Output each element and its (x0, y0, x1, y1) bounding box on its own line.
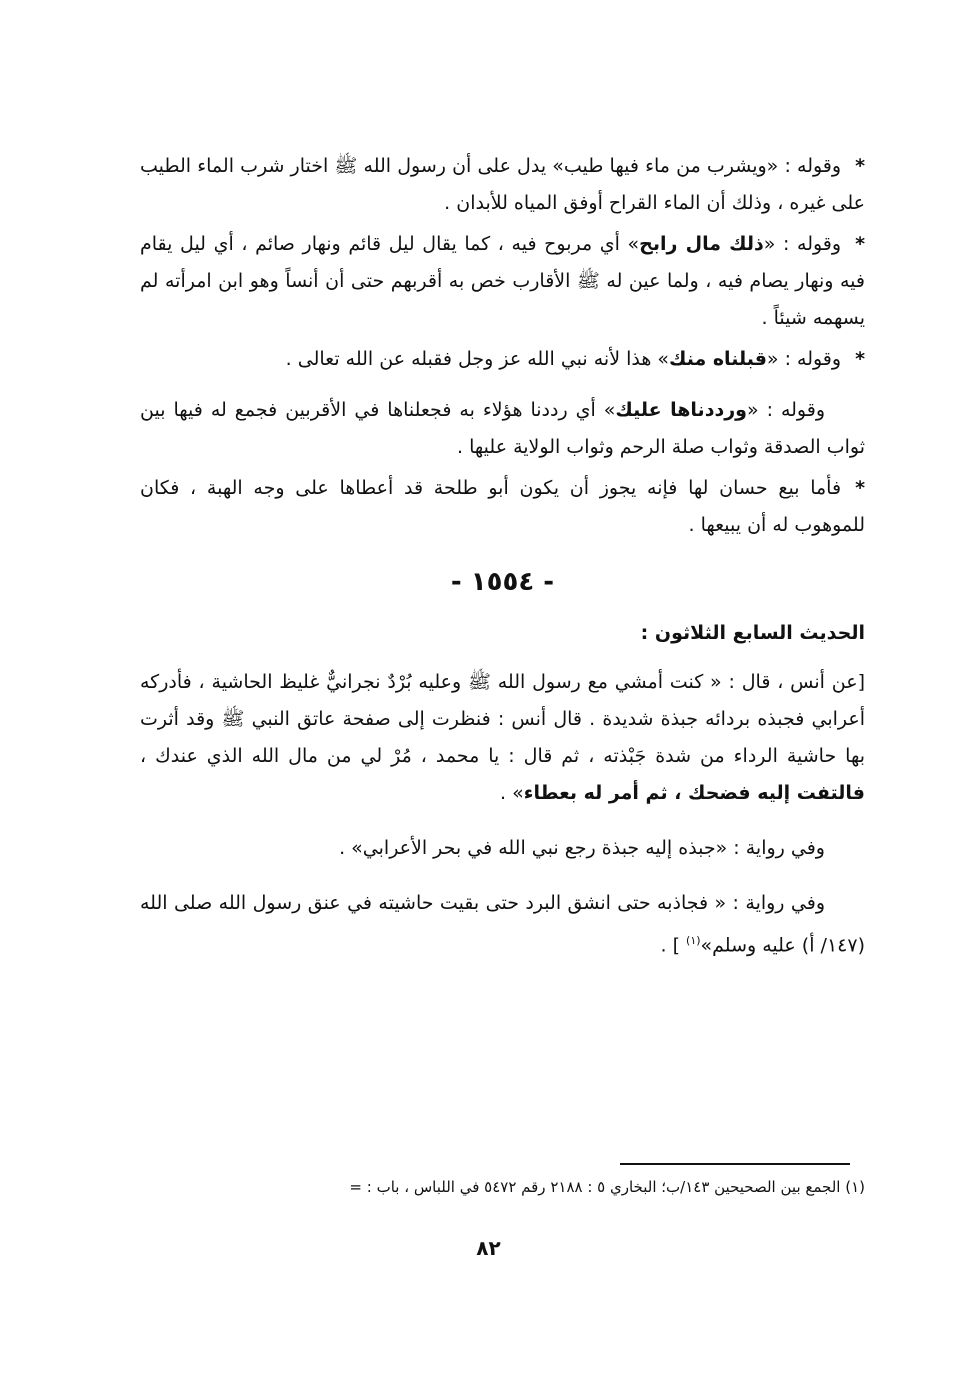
section-title: الحديث السابع الثلاثون : (640, 622, 865, 644)
paragraph-text: فأما بيع حسان لها فإنه يجوز أن يكون أبو طلحة قد أعطاها على وجه الهبة ، فكان للموهوب له أن يبيعها . (140, 477, 865, 536)
hadith-number: - ١٥٥٤ - (450, 567, 555, 597)
commentary-paragraph (140, 148, 865, 222)
paragraph-text: وفي رواية : «جبذه إليه جبذة رجع نبي الله في بحر الأعرابي» . (339, 837, 825, 859)
paragraph-text: وقوله : «ويشرب من ماء فيها طيب» يدل على أن رسول الله ﷺ اختار شرب الماء الطيب على غيره ، وذلك أن الماء القراح أوفق المياه للأبدان . (140, 155, 865, 214)
footnote: (١) الجمع بين الصحيحين ١٤٣/ب؛ البخاري ٥ : ٢١٨٨ رقم ٥٤٧٢ في اللباس ، باب : = (349, 1178, 865, 1196)
commentary-paragraph (140, 392, 865, 466)
narration-paragraph (140, 885, 865, 964)
quoted-phrase: ذلك مال رابح (639, 233, 764, 255)
paragraph-text: وقوله : « (746, 399, 826, 421)
asterisk-marker: * (855, 477, 865, 499)
paragraph-text: » أي مربوح فيه ، كما يقال ليل قائم ونهار صائم ، أي ليل يقام فيه ونهار يصام فيه ، ولما عين له ﷺ الأقارب خص به أقربهم حتى أن أنساً وهو ابن امرأته لم يسهمه شيئاً . (140, 233, 865, 329)
emphasized-phrase: فالتفت إليه فضحك ، ثم أمر له بعطاء (523, 782, 865, 804)
paragraph-text: » . (500, 782, 524, 804)
hadith-text (140, 664, 865, 812)
commentary-paragraph (140, 341, 865, 378)
paragraph-text: ] . (660, 934, 687, 957)
asterisk-marker: * (855, 233, 865, 255)
footnote-divider (620, 1163, 850, 1165)
asterisk-marker: * (855, 348, 865, 370)
commentary-paragraph (140, 226, 865, 337)
quoted-phrase: قبلناه منك (669, 348, 767, 370)
paragraph-text: » هذا لأنه نبي الله عز وجل فقبله عن الله تعالى . (285, 348, 670, 370)
commentary-paragraph (140, 470, 865, 544)
page-body (140, 148, 865, 964)
paragraph-text: » أي رددنا هؤلاء به فجعلناها في الأقربين فجمع له فيها بين ثواب الصدقة وثواب صلة الرحم وثواب الولاية عليها . (140, 399, 865, 458)
paragraph-text: وقوله : « (763, 233, 842, 255)
footnote-reference: (١) (686, 934, 701, 947)
paragraph-text: وقوله : « (766, 348, 842, 370)
asterisk-marker: * (855, 155, 865, 177)
narration-paragraph (140, 830, 865, 867)
page-number: ٨٢ (476, 1236, 501, 1260)
paragraph-text: [عن أنس ، قال : « كنت أمشي مع رسول الله ﷺ وعليه بُرْدٌ نجرانيٌّ غليظ الحاشية ، فأدركه أعرابي فجبذه بردائه جبذة شديدة . قال أنس : فنظرت إلى صفحة عاتق النبي ﷺ وقد أثرت بها حاشية الرداء من شدة جَبْذته ، ثم قال : يا محمد ، مُرْ لي من مال الله الذي عندك ، (140, 671, 865, 767)
paragraph-text: وفي رواية : « فجاذبه حتى انشق البرد حتى بقيت حاشيته في عنق رسول الله صلى الله (١٤٧/ أ) عليه وسلم» (140, 892, 865, 957)
quoted-phrase: ورددناها عليك (615, 399, 747, 421)
